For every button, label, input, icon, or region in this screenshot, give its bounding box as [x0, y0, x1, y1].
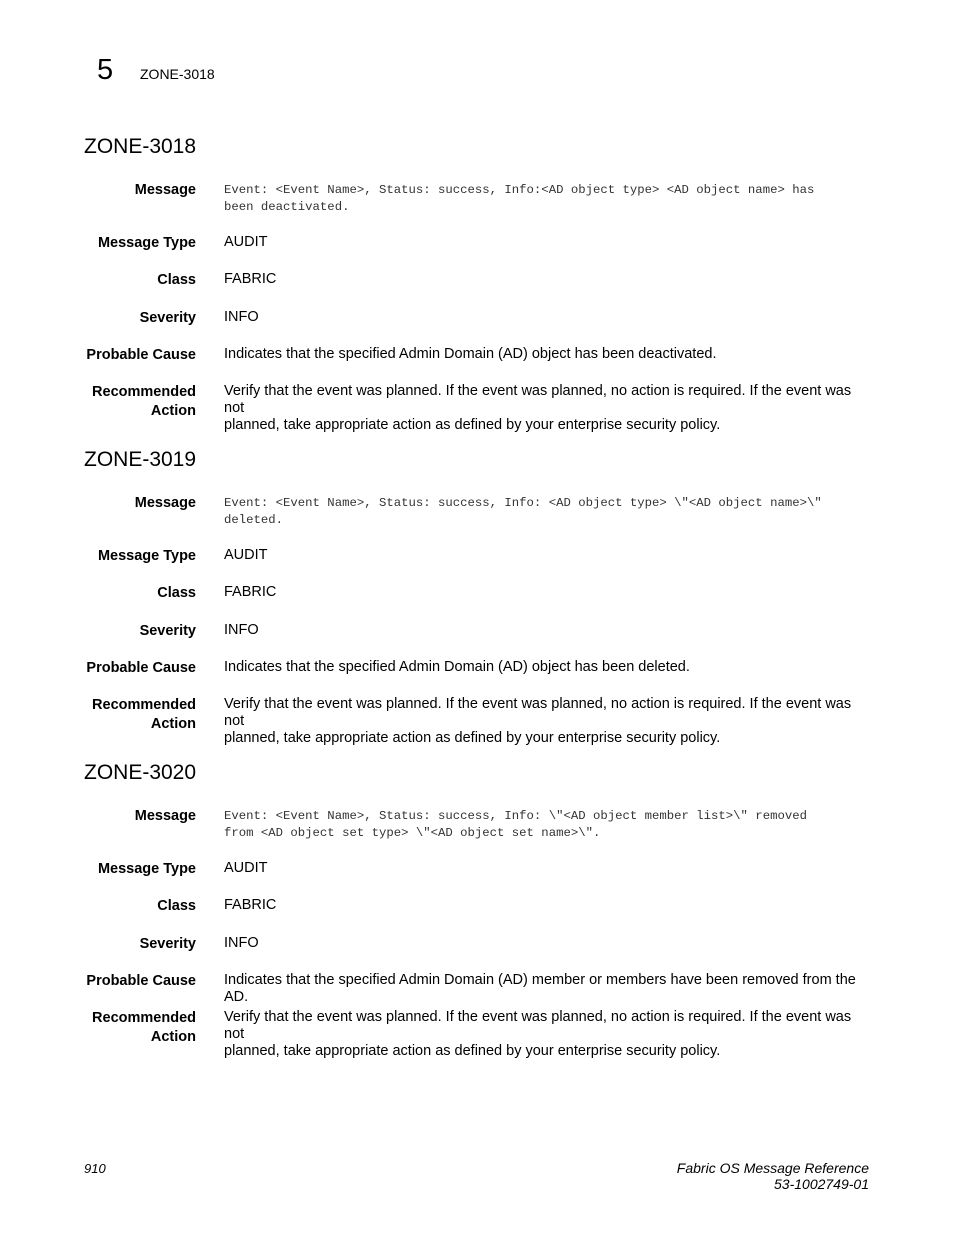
severity-value: INFO	[224, 622, 259, 638]
probable-cause-label: Probable Cause	[86, 973, 196, 989]
recommended-action-label: Recommended Action	[92, 697, 196, 732]
message-label: Message	[134, 808, 196, 824]
message-text: Event: <Event Name>, Status: success, Info: <AD object type> \"<AD object name>\" deleted.	[224, 496, 822, 527]
message-label: Message	[134, 182, 196, 198]
class-value: FABRIC	[224, 271, 277, 287]
page-number: 910	[84, 1161, 106, 1176]
message-type-value: AUDIT	[224, 547, 268, 563]
message-type-label: Message Type	[97, 235, 196, 251]
probable-cause-label: Probable Cause	[86, 660, 196, 676]
class-value: FABRIC	[224, 897, 277, 913]
message-type-label: Message Type	[97, 548, 196, 564]
probable-cause-value: Indicates that the specified Admin Domain (AD) object has been deleted.	[224, 659, 690, 675]
message-label: Message	[134, 495, 196, 511]
running-head: ZONE-3018	[140, 66, 215, 82]
entry-title: ZONE-3018	[84, 135, 197, 158]
chapter-number: 5	[97, 54, 114, 86]
entry-title: ZONE-3020	[84, 761, 197, 784]
severity-label: Severity	[139, 310, 196, 326]
document-number: 53-1002749-01	[774, 1176, 869, 1192]
severity-value: INFO	[224, 309, 259, 325]
recommended-action-value: Verify that the event was planned. If the event was planned, no action is required. If the event was not planned, take appropriate action as defined by your enterprise security policy.	[224, 1009, 852, 1059]
class-label: Class	[157, 898, 196, 914]
recommended-action-label: Recommended Action	[92, 1010, 196, 1045]
message-type-value: AUDIT	[224, 860, 268, 876]
recommended-action-value: Verify that the event was planned. If the event was planned, no action is required. If the event was not planned, take appropriate action as defined by your enterprise security policy.	[224, 383, 852, 433]
message-text: Event: <Event Name>, Status: success, Info:<AD object type> <AD object name> has been deactivated.	[224, 183, 815, 214]
message-text: Event: <Event Name>, Status: success, Info: \"<AD object member list>\" removed from <AD object set type> \"<AD object set name>\".	[224, 809, 807, 840]
entry-title: ZONE-3019	[84, 448, 197, 471]
message-type-value: AUDIT	[224, 234, 268, 250]
class-label: Class	[157, 272, 196, 288]
probable-cause-value: Indicates that the specified Admin Domain (AD) member or members have been removed from the AD.	[224, 972, 856, 1005]
probable-cause-label: Probable Cause	[86, 347, 196, 363]
recommended-action-value: Verify that the event was planned. If the event was planned, no action is required. If the event was not planned, take appropriate action as defined by your enterprise security policy.	[224, 696, 852, 746]
probable-cause-value: Indicates that the specified Admin Domain (AD) object has been deactivated.	[224, 346, 717, 362]
class-value: FABRIC	[224, 584, 277, 600]
severity-label: Severity	[139, 936, 196, 952]
recommended-action-label: Recommended Action	[92, 384, 196, 419]
class-label: Class	[157, 585, 196, 601]
message-type-label: Message Type	[97, 861, 196, 877]
severity-value: INFO	[224, 935, 259, 951]
document-info	[677, 1160, 869, 1192]
severity-label: Severity	[139, 623, 196, 639]
document-title: Fabric OS Message Reference	[676, 1160, 869, 1176]
